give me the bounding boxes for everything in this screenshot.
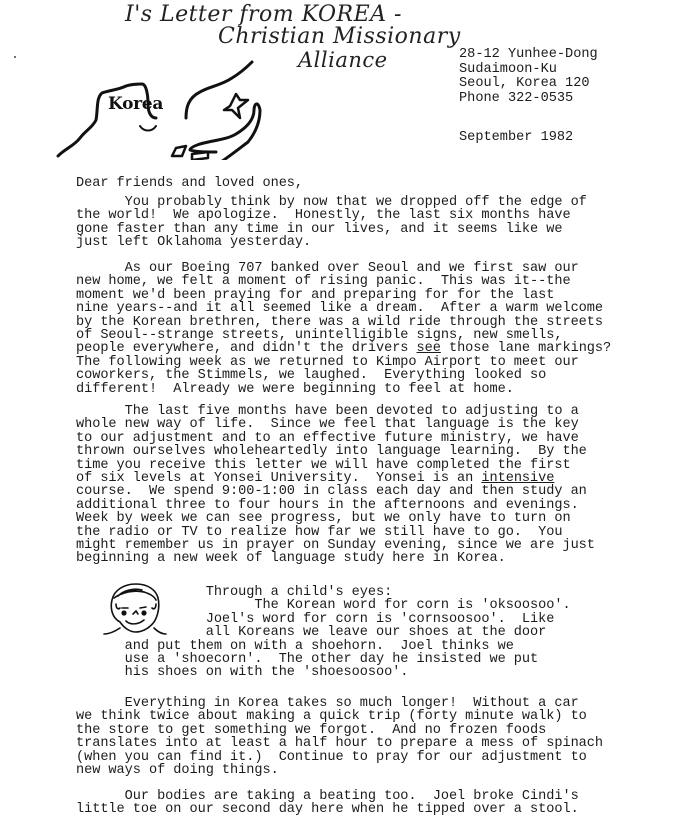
address-phone: Phone 322-0535 <box>459 90 574 106</box>
p3-line: The last five months have been devoted to adjusting to a <box>76 404 579 419</box>
handwritten-title-line1: I's Letter from KOREA - <box>125 2 402 27</box>
p3-line: of six levels at Yonsei University. Yonsei is an <box>76 471 482 487</box>
underlined-word-intensive: intensive <box>481 471 555 487</box>
p2-line: As our Boeing 707 banked over Seoul and we first saw our <box>76 261 579 276</box>
p4-heading: Through a child's eyes: <box>76 585 393 600</box>
korea-map-icon <box>40 48 265 160</box>
paragraph-5 <box>76 697 696 777</box>
p4-line: and put them on with a shoehorn. Joel thinks we <box>76 638 514 654</box>
p4-line: The Korean word for corn is 'oksoosoo'. <box>76 598 571 614</box>
p2-line: different! Already we were beginning to feel at home. <box>76 381 514 397</box>
p1-line: just left Oklahoma yesterday. <box>76 235 312 251</box>
p3-line: the radio or TV to realize how far we still have to go. You <box>76 524 563 540</box>
p2-line: people everywhere, and didn't the drivers <box>76 341 417 357</box>
paragraph-6 <box>76 790 696 817</box>
handwritten-title-line2: Christian Missionary <box>218 24 461 49</box>
p4-line: Joel's word for corn is 'cornsoosoo'. Like <box>76 611 555 627</box>
p5-line: new ways of doing things. <box>76 763 279 779</box>
p1-line: the world! We apologize. Honestly, the last six months have <box>76 208 571 224</box>
address-line-2: Sudaimoon-Ku <box>459 61 557 77</box>
handwritten-title-line3: Alliance <box>298 48 388 72</box>
p3-line: Week by week we can see progress, but we only have to turn on <box>76 511 571 527</box>
paragraph-childs-eyes <box>76 586 696 680</box>
letter-date: September 1982 <box>459 130 574 145</box>
p1-line: gone faster than any time in our lives, and it seems like we <box>76 221 563 237</box>
address-line-1: 28-12 Yunhee-Dong <box>459 47 598 62</box>
p4-line: use a 'shoecorn'. The other day he insisted we put <box>76 652 539 668</box>
paper-speck <box>14 56 16 58</box>
return-address <box>459 48 598 106</box>
p2-line: moment we'd been praying for and preparing for for the last <box>76 287 555 303</box>
paragraph-3 <box>76 405 696 566</box>
p3-line: additional three to four hours in the afternoons and evenings. <box>76 497 579 513</box>
p3-line: whole new way of life. Since we feel that language is the key <box>76 417 579 433</box>
p5-line: Everything in Korea takes so much longer! Without a car <box>76 696 579 711</box>
p6-line: Our bodies are taking a beating too. Joel broke Cindi's <box>76 789 579 804</box>
p3-line: course. We spend 9:00-1:00 in class each day and then study an <box>76 484 587 500</box>
p2-line: of Seoul--strange streets, unintelligible signs, new smells, <box>76 328 563 344</box>
p3-line: thrown ourselves wholeheartedly into language learning. By the <box>76 444 587 460</box>
paragraph-2 <box>76 262 696 396</box>
p2-line: nine years--and it all seemed like a dream. After a warm welcome <box>76 301 603 317</box>
p2-line: by the Korean brethren, there was a wild ride through the streets <box>76 314 603 330</box>
p2-line: The following week as we returned to Kimpo Airport to meet our <box>76 354 579 370</box>
p5-line: we think twice about making a quick trip (forty minute walk) to <box>76 709 587 725</box>
p2-line: new home, we felt a moment of rising panic. This was it--the <box>76 274 571 290</box>
p4-line: all Koreans we leave our shoes at the door <box>76 625 547 641</box>
p5-line: the store to get something we forgot. And no frozen foods <box>76 722 547 738</box>
p3-line: to our adjustment and to an effective future ministry, we have <box>76 430 579 446</box>
p2-line: those lane markings? <box>440 341 612 357</box>
p4-line: his shoes on with the 'shoesoosoo'. <box>76 665 409 681</box>
p3-line: time you receive this letter we will have completed the first <box>76 457 571 473</box>
address-line-3: Seoul, Korea 120 <box>459 76 590 92</box>
p3-line: might remember us in prayer on Sunday evening, since we are just <box>76 538 595 554</box>
paragraph-1 <box>76 196 696 250</box>
p1-line: You probably think by now that we dropped off the edge of <box>76 195 587 210</box>
p5-line: (when you can find it.) Continue to pray for our adjustment to <box>76 749 587 765</box>
p6-line: little toe on our second day here when he tipped over a stool. <box>76 802 579 818</box>
p5-line: translates into at least a half hour to prepare a mess of spinach <box>76 736 603 752</box>
p3-line: beginning a new week of language study here in Korea. <box>76 551 506 567</box>
map-label: Korea <box>108 94 164 114</box>
salutation: Dear friends and loved ones, <box>76 176 304 191</box>
underlined-word-see: see <box>416 341 441 357</box>
p2-line: coworkers, the Stimmels, we laughed. Everything looked so <box>76 368 547 384</box>
